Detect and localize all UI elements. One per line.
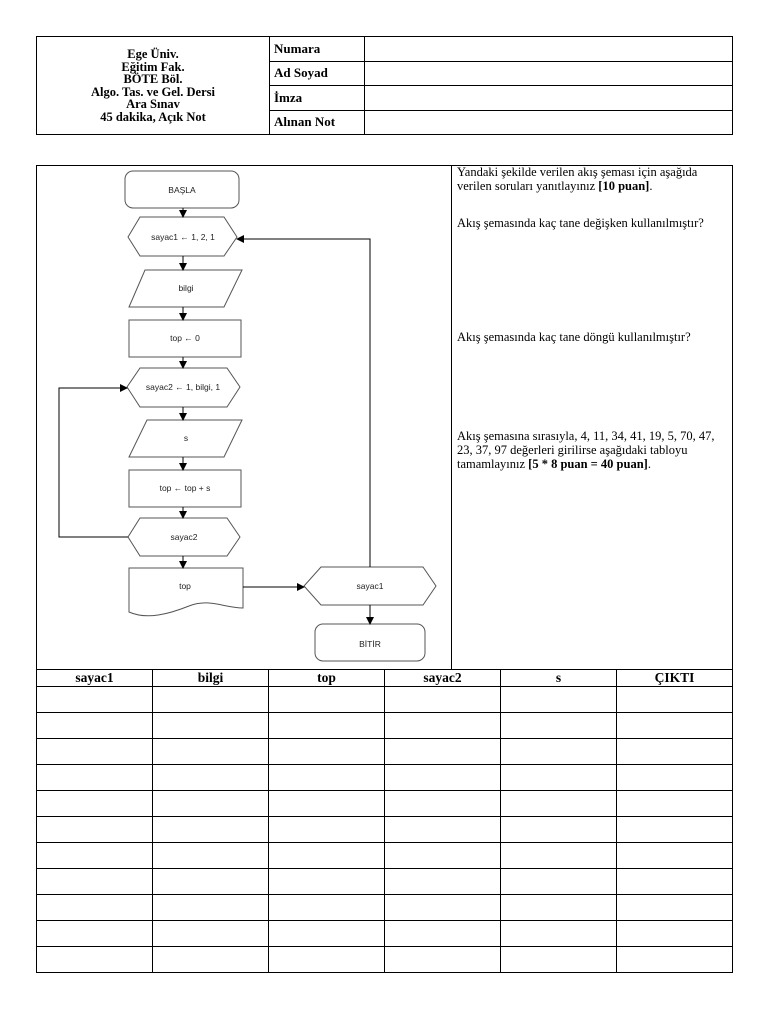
intro-text: Yandaki şekilde verilen akış şeması için aşağıda verilen soruları yanıtlayınız <box>457 165 698 193</box>
student-fields <box>270 37 732 134</box>
question-divider <box>451 165 452 670</box>
table-row <box>37 895 733 921</box>
inner-loop-end-label: sayac2 <box>170 532 198 542</box>
outer-loop-label: sayac1 ← 1, 2, 1 <box>151 232 215 242</box>
table-cell[interactable] <box>617 713 733 739</box>
table-cell[interactable] <box>269 791 385 817</box>
table-cell[interactable] <box>385 687 501 713</box>
question-2: Akış şemasında kaç tane döngü kullanılmıştır? <box>457 330 691 344</box>
table-cell[interactable] <box>153 713 269 739</box>
table-cell[interactable] <box>385 713 501 739</box>
field-label: Alınan Not <box>270 111 365 135</box>
question-3: Akış şemasına sırasıyla, 4, 11, 34, 41, 19, 5, 70, 47, 23, 37, 97 değerleri girilirse aşağıdaki tabloyu tamamlayınız [5 * 8 puan = 40 puan]. <box>457 429 715 471</box>
table-cell[interactable] <box>501 947 617 973</box>
table-cell[interactable] <box>153 739 269 765</box>
table-cell[interactable] <box>153 791 269 817</box>
exam-header <box>36 36 733 135</box>
column-header-top: top <box>269 670 385 687</box>
table-cell[interactable] <box>617 791 733 817</box>
outer-loop-end-label: sayac1 <box>356 581 384 591</box>
question-3-text: Akış şemasına sırasıyla, 4, 11, 34, 41, 19, 5, 70, 47, 23, 37, 97 değerleri girilirse aşağıdaki tabloyu tamamlayınız <box>457 429 715 471</box>
table-cell[interactable] <box>385 895 501 921</box>
institution-info <box>37 37 270 134</box>
table-cell[interactable] <box>269 713 385 739</box>
question-3-points: [5 * 8 puan = 40 puan] <box>528 457 648 471</box>
table-cell[interactable] <box>37 791 153 817</box>
table-cell[interactable] <box>153 765 269 791</box>
table-cell[interactable] <box>37 817 153 843</box>
table-cell[interactable] <box>501 713 617 739</box>
table-cell[interactable] <box>385 843 501 869</box>
table-cell[interactable] <box>501 843 617 869</box>
table-cell[interactable] <box>501 895 617 921</box>
table-cell[interactable] <box>617 947 733 973</box>
column-header-sayac1: sayac1 <box>37 670 153 687</box>
outer-loop-return-arrow <box>237 239 370 567</box>
table-cell[interactable] <box>501 791 617 817</box>
table-row <box>37 843 733 869</box>
intro-points: [10 puan] <box>598 179 650 193</box>
table-cell[interactable] <box>501 739 617 765</box>
table-row <box>37 765 733 791</box>
column-header-s: s <box>501 670 617 687</box>
trace-table-body <box>37 687 733 973</box>
grade-field[interactable] <box>365 111 732 135</box>
table-cell[interactable] <box>385 739 501 765</box>
signature-field[interactable] <box>365 86 732 110</box>
table-cell[interactable] <box>153 869 269 895</box>
table-cell[interactable] <box>37 843 153 869</box>
table-cell[interactable] <box>269 947 385 973</box>
field-row-grade <box>270 111 732 135</box>
table-cell[interactable] <box>269 739 385 765</box>
table-cell[interactable] <box>153 843 269 869</box>
table-cell[interactable] <box>501 921 617 947</box>
table-cell[interactable] <box>37 921 153 947</box>
table-cell[interactable] <box>385 791 501 817</box>
institution-line: Eğitim Fak. <box>121 59 185 74</box>
table-cell[interactable] <box>385 869 501 895</box>
table-cell[interactable] <box>617 817 733 843</box>
input-s-label: s <box>183 433 189 443</box>
start-label: BAŞLA <box>168 185 196 195</box>
table-cell[interactable] <box>617 687 733 713</box>
table-cell[interactable] <box>153 947 269 973</box>
table-cell[interactable] <box>617 895 733 921</box>
table-cell[interactable] <box>153 921 269 947</box>
init-label: top ← 0 <box>170 333 200 343</box>
field-row-name <box>270 62 732 87</box>
table-cell[interactable] <box>37 895 153 921</box>
end-label: BİTİR <box>359 639 381 649</box>
institution-line: BÖTE Böl. <box>123 72 183 86</box>
institution-line: Algo. Tas. ve Gel. Dersi <box>91 84 215 99</box>
table-cell[interactable] <box>385 817 501 843</box>
table-cell[interactable] <box>501 869 617 895</box>
field-label: Ad Soyad <box>270 62 365 86</box>
table-header-row <box>37 670 733 687</box>
table-cell[interactable] <box>385 765 501 791</box>
name-field[interactable] <box>365 62 732 86</box>
table-cell[interactable] <box>269 687 385 713</box>
table-cell[interactable] <box>269 843 385 869</box>
table-cell[interactable] <box>617 869 733 895</box>
table-cell[interactable] <box>269 869 385 895</box>
table-cell[interactable] <box>37 713 153 739</box>
table-cell[interactable] <box>385 947 501 973</box>
output-document <box>129 568 243 616</box>
table-cell[interactable] <box>37 869 153 895</box>
table-row <box>37 817 733 843</box>
column-header-sayac2: sayac2 <box>385 670 501 687</box>
input-bilgi-label: bilgi <box>178 283 194 293</box>
table-row <box>37 739 733 765</box>
inner-loop-return-arrow <box>59 388 128 537</box>
table-cell[interactable] <box>37 739 153 765</box>
field-label: İmza <box>270 86 365 110</box>
table-row <box>37 791 733 817</box>
table-cell[interactable] <box>153 687 269 713</box>
table-row <box>37 713 733 739</box>
table-cell[interactable] <box>617 843 733 869</box>
institution-line: Ege Üniv. <box>127 47 179 61</box>
accumulate-label: top ← top + s <box>159 483 211 493</box>
table-cell[interactable] <box>37 765 153 791</box>
table-cell[interactable] <box>37 687 153 713</box>
question-intro: Yandaki şekilde verilen akış şeması için aşağıda verilen soruları yanıtlayınız [10 puan]. <box>457 165 698 193</box>
table-cell[interactable] <box>153 895 269 921</box>
table-cell[interactable] <box>385 921 501 947</box>
inner-loop-label: sayac2 ← 1, bilgi, 1 <box>145 382 221 392</box>
table-cell[interactable] <box>501 687 617 713</box>
field-label: Numara <box>270 37 365 61</box>
table-cell[interactable] <box>501 817 617 843</box>
number-field[interactable] <box>365 37 732 61</box>
table-cell[interactable] <box>617 765 733 791</box>
institution-line: 45 dakika, Açık Not <box>100 109 206 124</box>
column-header-bilgi: bilgi <box>153 670 269 687</box>
trace-table <box>36 669 733 973</box>
table-row <box>37 921 733 947</box>
field-row-number <box>270 37 732 62</box>
table-cell[interactable] <box>37 947 153 973</box>
table-row <box>37 869 733 895</box>
table-cell[interactable] <box>269 921 385 947</box>
column-header-output: ÇIKTI <box>617 670 733 687</box>
institution-line: Ara Sınav <box>126 97 180 111</box>
question-1: Akış şemasında kaç tane değişken kullanılmıştır? <box>457 216 704 230</box>
flowchart <box>37 166 451 669</box>
table-cell[interactable] <box>501 765 617 791</box>
table-cell[interactable] <box>269 817 385 843</box>
output-label: top <box>179 581 191 591</box>
table-cell[interactable] <box>153 817 269 843</box>
table-cell[interactable] <box>269 895 385 921</box>
table-cell[interactable] <box>617 921 733 947</box>
table-cell[interactable] <box>269 765 385 791</box>
table-cell[interactable] <box>617 739 733 765</box>
table-row <box>37 687 733 713</box>
table-row <box>37 947 733 973</box>
field-row-signature <box>270 86 732 111</box>
